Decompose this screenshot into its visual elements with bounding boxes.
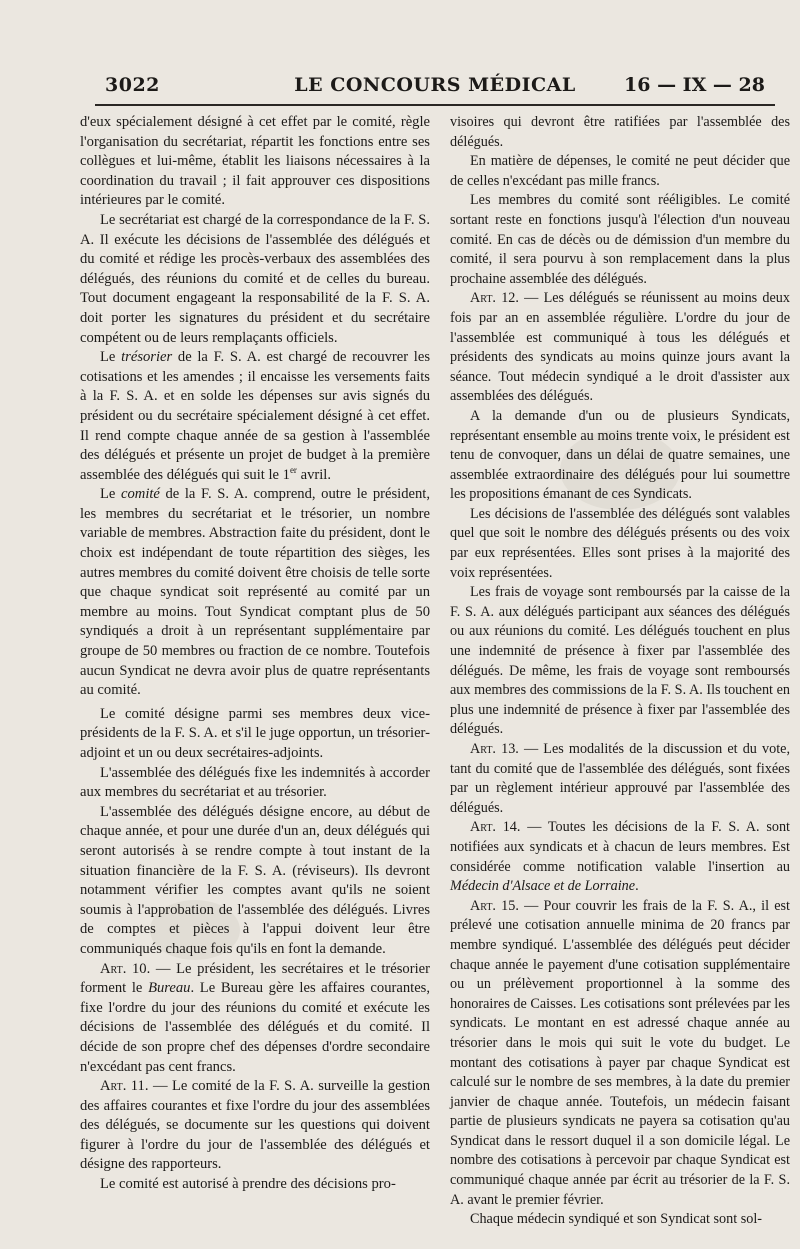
paragraph: Le comité désigne parmi ses membres deux vice-présidents de la F. S. A. et s'il le juge opportun, un trésorier-adjoint et un ou deux secrétaires-adjoints.: [80, 705, 430, 761]
paragraph: Le secrétariat est chargé de la correspondance de la F. S. A. Il exécute les décisions de l'assemblée des délégués et du comité et rédige les procès-verbaux des assemblées des délégués, des réunions du comité et de celles du bureau. Tout document engageant la responsabilité de la F. S. A. doit porter les signatures du président et du secrétaire compétent ou de leurs remplaçants officiels.: [80, 211, 430, 346]
paragraph: visoires qui devront être ratifiées par l'assemblée des délégués.: [450, 114, 790, 150]
article-14: Art. 14. — Toutes les décisions de la F. S. A. sont notifiées aux syndicats et à chacun de leurs membres. Est considérée comme notification valable l'insertion au Médecin d'Alsace et de Lorraine.: [450, 819, 790, 895]
page-header: [105, 74, 765, 102]
paragraph-treasurer: Le trésorier de la F. S. A. est chargé de recouvrer les cotisations et les amendes ; il encaisse les versements faits à la F. S. A. et en solde les dépenses sur avis signés du président ou du secrétaire spécialement désigné à cet effet. Il rend compte chaque année de sa gestion à l'assemblée des délégués et présente un projet de budget à la première assemblée des délégués qui suit le 1er avril.: [80, 349, 430, 483]
page-number: 3022: [105, 74, 160, 96]
paragraph: A la demande d'un ou de plusieurs Syndicats, représentant ensemble au moins trente voix, le président est tenu de convoquer, dans un délai de quatre semaines, une assemblée extraordinaire des délégués pour lui soumettre les propositions émanant de ces Syndicats.: [450, 407, 790, 503]
paragraph: Chaque médecin syndiqué et son Syndicat sont sol-: [470, 1211, 762, 1228]
journal-title: LE CONCOURS MÉDICAL: [294, 74, 576, 96]
paragraph-committee: Le comité de la F. S. A. comprend, outre le président, les membres du secrétariat et le trésorier, un nombre variable de membres. Abstraction faite du président, dont le choix est indépendant de toute répartition des sièges, les autres membres du comité doivent être choisis de telle sorte que chaque syndicat soit représenté au comité par un membre au moins. Tout Syndicat comptant plus de 50 syndiqués a droit à un représentant supplémentaire par groupe de 50 membres ou fraction de ce nombre. Toutefois aucun Syndicat ne devra avoir plus de quatre représentants au comité.: [80, 486, 431, 699]
paragraph: L'assemblée des délégués désigne encore, au début de chaque année, et pour une durée d'un an, deux délégués qui seront autorisés à se rendre compte à tout instant de la situation financière de la F. S. A. (réviseurs). Ils devront notamment vérifier les comptes avant qu'ils ne soient soumis à l'approbation de l'assemblée des délégués. Livres de comptes et pièces à l'appui doivent leur être communiqués chaque fois qu'ils en font la demande.: [80, 803, 430, 957]
article-13: Art. 13. — Les modalités de la discussion et du vote, tant du comité que de l'assemblée des délégués, sont fixées par un règlement intérieur approuvé par l'assemblée des délégués.: [450, 741, 790, 816]
paragraph: Les membres du comité sont rééligibles. Le comité sortant reste en fonctions jusqu'à l'élection d'un nouveau comité. En cas de décès ou de démission d'un membre du comité, il sera pourvu à son remplacement dans la plus prochaine assemblée des délégués.: [450, 192, 790, 287]
issue-date: 16 — IX — 28: [624, 74, 765, 96]
paragraph: d'eux spécialement désigné à cet effet par le comité, règle l'organisation du secrétariat, répartit les fonctions entre ses collègues et lui-même, établit les liaisons nécessaires à la coordination du travail ; il fait approuver ces dispositions intérieures par le comité.: [80, 114, 430, 209]
article-12: Art. 12. — Les délégués se réunissent au moins deux fois par an en assemblée régulière. L'ordre du jour de l'assemblée est communiqué à tous les délégués et présidents des syndicats au moins quinze jours avant la séance. Tout médecin syndiqué a le droit d'assister aux assemblées des délégués.: [450, 290, 790, 405]
paragraph: Les frais de voyage sont remboursés par la caisse de la F. S. A. aux délégués participant aux séances des délégués ou aux réunions du comité. Les délégués touchent en plus une indemnité de présence à fixer par l'assemblée des délégués. De même, les frais de voyage sont remboursés aux membres des commissions de la F. S. A. Ils touchent en plus une indemnité de présence à fixer par l'assemblée des délégués.: [450, 584, 790, 738]
right-column: [450, 113, 790, 1230]
header-rule: [95, 104, 775, 106]
paragraph: Les décisions de l'assemblée des délégués sont valables quel que soit le nombre des délégués présents ou des voix par eux représentées. Elles sont prises à la majorité des voix représentées.: [450, 505, 790, 581]
article-10: Art. 10. — Le président, les secrétaires et le trésorier forment le Bureau. Le Bureau gère les affaires courantes, fixe l'ordre du jour des réunions du comité et exécute les décisions de l'assemblée des délégués et du comité. Il décide de son propre chef des dépenses d'ordre secondaire n'excédant pas cent francs.: [80, 960, 430, 1075]
paragraph: En matière de dépenses, le comité ne peut décider que de celles n'excédant pas mille francs.: [450, 153, 790, 189]
article-11: Art. 11. — Le comité de la F. S. A. surveille la gestion des affaires courantes et fixe l'ordre du jour des assemblées des délégués, se documente sur les questions qui doivent figurer à l'ordre du jour de l'assemblée des délégués et désigne des rapporteurs.: [80, 1078, 431, 1173]
article-15: Art. 15. — Pour couvrir les frais de la F. S. A., il est prélevé une cotisation annuelle minima de 20 francs par membre syndiqué. L'assemblée des délégués peut décider chaque année le payement d'une cotisation supplémentaire ou un prélèvement proportionnel à la somme des honoraires de Caisses. Les cotisations sont prélevées par les syndicats. Le montant en est adressé chaque année au trésorier dans le mois qui suit le vote du budget. Le montant des cotisations à payer par chaque Syndicat est calculé sur le nombre de ses membres, à la date du premier janvier de chaque année. Toutefois, un médecin faisant partie de plusieurs syndicats ne payera sa cotisation qu'au Syndicat dans le ressort duquel il a son domicile légal. Le nombre des cotisations à percevoir par chaque Syndicat est communiqué chaque année par écrit au trésorier de la F. S. A. avant le premier février.: [450, 897, 791, 1208]
paragraph: Le comité est autorisé à prendre des décisions pro-: [100, 1176, 396, 1193]
paragraph: L'assemblée des délégués fixe les indemnités à accorder aux membres du secrétariat et au trésorier.: [80, 764, 430, 801]
left-column: [80, 113, 430, 1195]
